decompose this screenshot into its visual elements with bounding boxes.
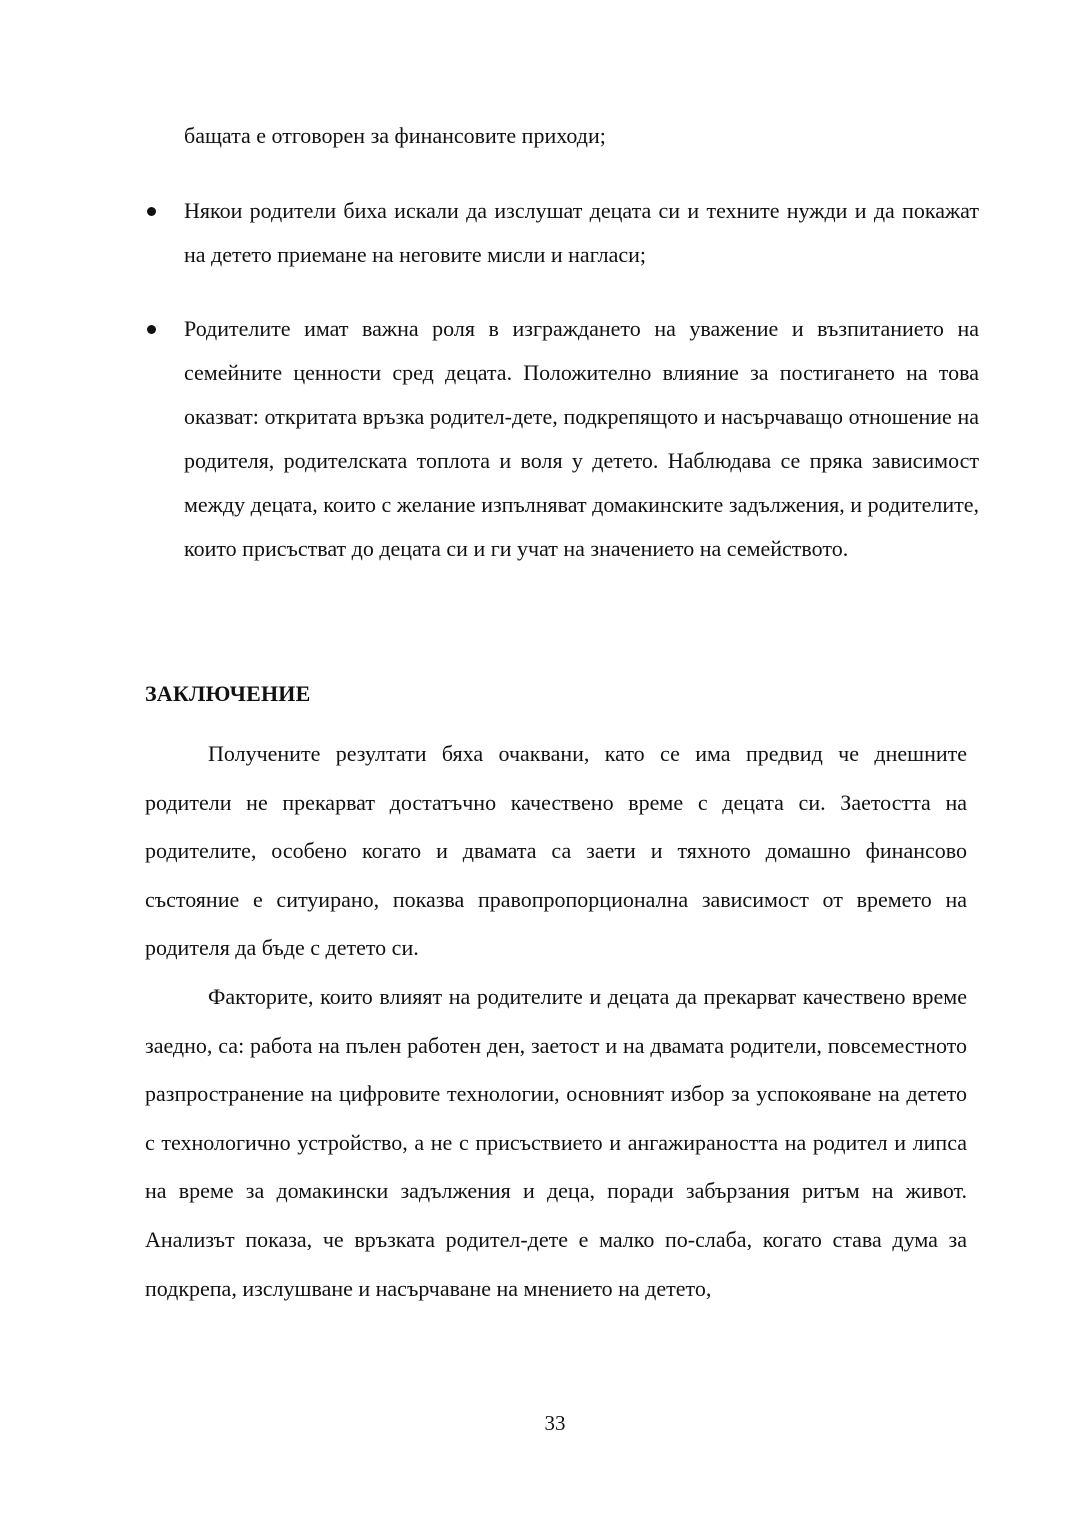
bullet-item xyxy=(184,307,979,571)
page-number: 33 xyxy=(544,1411,566,1435)
bullet-dot-icon xyxy=(147,325,156,334)
body-paragraph: Получените резултати бяха очаквани, като се има предвид че днешните родители не прекарват достатъчно качествено време с децата си. Заетостта на родителите, особено когато и двамата са заети и тяхното домашно финансово състояние е ситуирано, показва правопропорционална зависимост от времето на родителя да бъде с детето си. xyxy=(145,741,967,961)
bullet-text: Някои родители биха искали да изслушат децата си и техните нужди и да покажат на детето приемане на неговите мисли и нагласи; xyxy=(184,198,979,267)
bullet-item xyxy=(184,189,979,277)
bullet-text: Родителите имат важна роля в изграждането на уважение и възпитанието на семейните ценности сред децата. Положително влияние за постигането на това оказват: откритата връзка родител-дете, подкрепящото и насърчаващо отношение на родителя, родителската топлота и воля у детето. Наблюдава се пряка зависимост между децата, които с желание изпълняват домакинските задължения, и родителите, които присъстват до децата си и ги учат на значението на семейството. xyxy=(184,316,979,561)
bullet-dot-icon xyxy=(147,207,156,216)
continuation-line: бащата е отговорен за финансовите приходи; xyxy=(184,123,606,148)
body-paragraph: Факторите, които влияят на родителите и децата да прекарват качествено време заедно, са: работа на пълен работен ден, заетост и на двамата родители, повсеместното разпространение на цифровите технологии, основният избор за успокояване на детето с технологично устройство, а не с присъствието и ангажираността на родител и липса на време за домакински задължения и деца, поради забързания ритъм на живот. Анализът показа, че връзката родител-дете е малко по-слаба, когато става дума за подкрепа, изслушване и насърчаване на мнението на детето, xyxy=(145,984,967,1301)
section-heading: ЗАКЛЮЧЕНИЕ xyxy=(145,681,311,706)
